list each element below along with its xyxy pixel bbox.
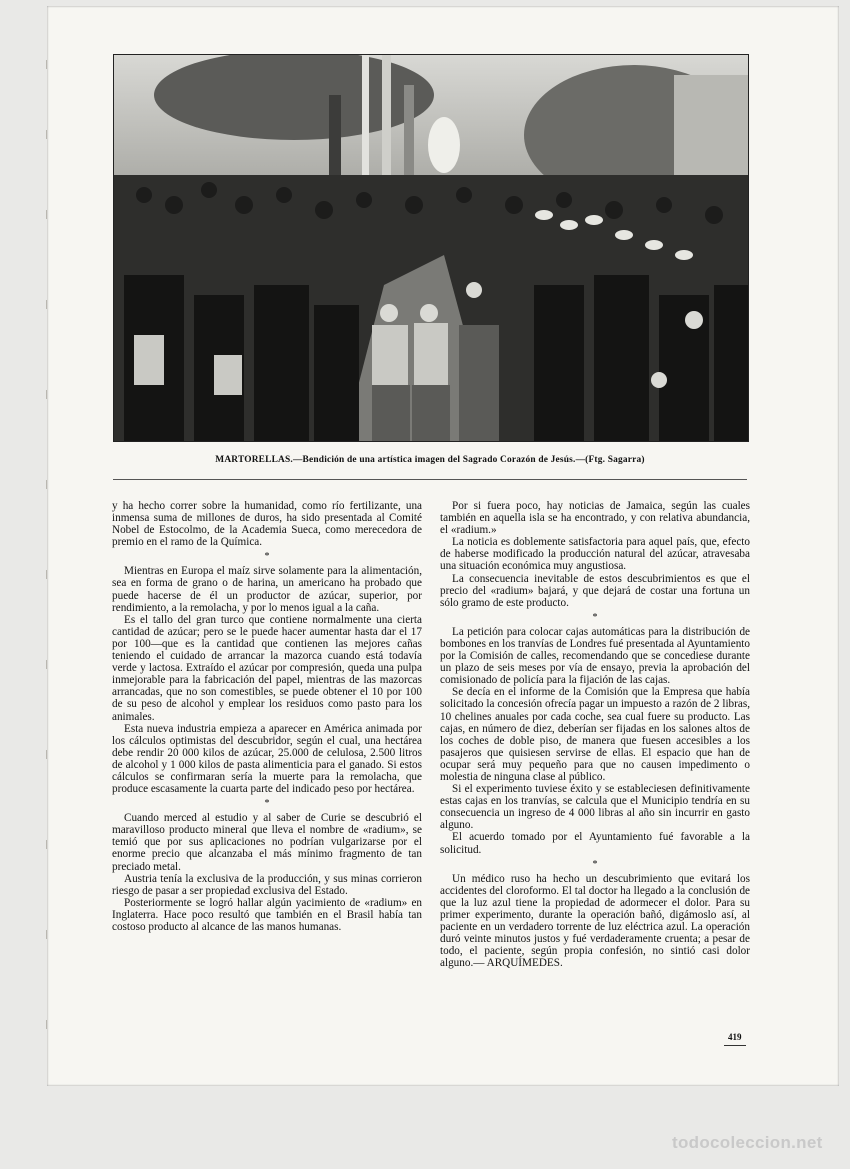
section-separator: *: [264, 551, 270, 563]
paragraph: La petición para colocar cajas automáticas para la distribución de bombones en los tranvías de Londres fué presentada al Ayuntamiento por la Comisión de calles, recomendando que se concediese durante un plazo de seis meses por vía de ensayo, previa la aprobación del comisionado de policía para la fijación de las cajas.: [440, 625, 750, 687]
section-separator: *: [264, 798, 270, 810]
section-separator: *: [592, 611, 598, 623]
caption-divider: [113, 479, 747, 480]
photo-caption: MARTORELLAS.—Bendición de una artística imagen del Sagrado Corazón de Jesús.—(Ftg. Sagarra): [215, 455, 645, 465]
watermark-text: todocoleccion.net: [672, 1133, 823, 1152]
paragraph: Posteriormente se logró hallar algún yacimiento de «radium» en Inglaterra. Hace poco resultó que también en el Brasil había tan costoso producto al alcance de las manos humanas.: [112, 896, 422, 933]
paragraph: La noticia es doblemente satisfactoria para aquel país, que, efecto de haberse modificado la producción natural del azúcar, atravesaba una situación económica muy angustiosa.: [440, 536, 750, 573]
right-text-column: [440, 500, 750, 969]
paragraph: La consecuencia inevitable de estos descubrimientos es que el precio del «radium» bajará, y que dejará de costar una fortuna un sólo gramo de este producto.: [440, 572, 750, 609]
paragraph: Austria tenía la exclusiva de la producción, y sus minas corrieron riesgo de pasar a ser propiedad exclusiva del Estado.: [112, 872, 422, 897]
left-text-column: [112, 500, 422, 933]
paragraph: Se decía en el informe de la Comisión que la Empresa que había solicitado la concesión ofrecía pagar un impuesto a razón de 2 libras, 10 chelines anuales por cada coche, sea cual fuere su producto. Las cajas, en número de diez, deberían ser fijadas en los salones altos de los coches de doble piso, de manera que fuesen accesibles a los pasajeros que quisiesen servirse de ellas. El espacio que han de ocupar será muy pequeño para que no causen impedimento o molestia de ninguna clase al público.: [440, 686, 750, 783]
paragraph: Un médico ruso ha hecho un descubrimiento que evitará los accidentes del cloroformo. El tal doctor ha llegado a la conclusión de que la luz azul tiene la propiedad de adormecer el dolor. Para su primer experimento, durante la operación bañó, digámoslo así, al paciente en un verdadero torrente de luz eléctrica azul. La operación duró veinte minutos justos y fué verdaderamente cruenta; a pesar de todo, el paciente, según propia confesión, no sintió casi dolor alguno.— ARQUÍMEDES.: [440, 872, 750, 970]
paragraph: Esta nueva industria empieza a aparecer en América animada por los cálculos optimistas del descubridor, según el cual, una hectárea debe rendir 20 000 kilos de azúcar, 25.000 de celulosa, 2.500 litros de alcohol y 1 000 kilos de pasta alimenticia para el ganado. Si estos cálculos se confirmaran sería la muerte para la remolacha, que produce escasamente la cuarta parte del indicado peso por hectárea.: [112, 722, 422, 796]
section-separator: *: [592, 858, 598, 870]
paragraph: Si el experimento tuviese éxito y se estableciesen definitivamente estas cajas en los tranvías, se calcula que el Municipio tendría en su consecuencia un ingreso de 4 000 libras al año sin incurrir en gasto alguno.: [440, 783, 750, 832]
paragraph: Mientras en Europa el maíz sirve solamente para la alimentación, sea en forma de grano o de harina, un americano ha probado que puede hacerse de él un productor de azúcar, superior, por rendimiento, a la remolacha, y por lo menos igual a la caña.: [112, 565, 422, 614]
page-number: 419: [724, 1032, 746, 1046]
crowd-photograph: [113, 54, 749, 442]
paragraph: y ha hecho correr sobre la humanidad, como río fertilizante, una inmensa suma de millones de duros, ha sido presentada al Comité Nobel de Estocolmo, de la Academia Sueca, como merecedora de premio en el ramo de la Química.: [112, 500, 422, 549]
paragraph: El acuerdo tomado por el Ayuntamiento fué favorable a la solicitud.: [440, 831, 750, 856]
paragraph: Por si fuera poco, hay noticias de Jamaica, según las cuales también en aquella isla se ha encontrado, y con relativa abundancia, el «radium.»: [440, 500, 750, 537]
paragraph: Es el tallo del gran turco que contiene normalmente una cierta cantidad de azúcar; pero se le puede hacer aumentar hasta dar el 17 por 100—que es la cantidad que contienen las mejores cañas teniendo el cuidado de arrancar la mazorca cuando está todavía verde y lactosa. Extraído el azúcar por compresión, queda una pulpa inmejorable para la fabricación del papel, mientras de las mazorcas arrancadas, que no son comestibles, se puede obtener el 10 por 100 de su peso de alcohol y emplear los residuos como pasto para los animales.: [112, 613, 422, 723]
paragraph: Cuando merced al estudio y al saber de Curie se descubrió el maravilloso producto mineral que lleva el nombre de «radium», se temió que por sus aplicaciones no podrían vulgarizarse por el enorme precio que alcanzaba el más mínimo fragmento de tan preciado metal.: [112, 812, 422, 873]
